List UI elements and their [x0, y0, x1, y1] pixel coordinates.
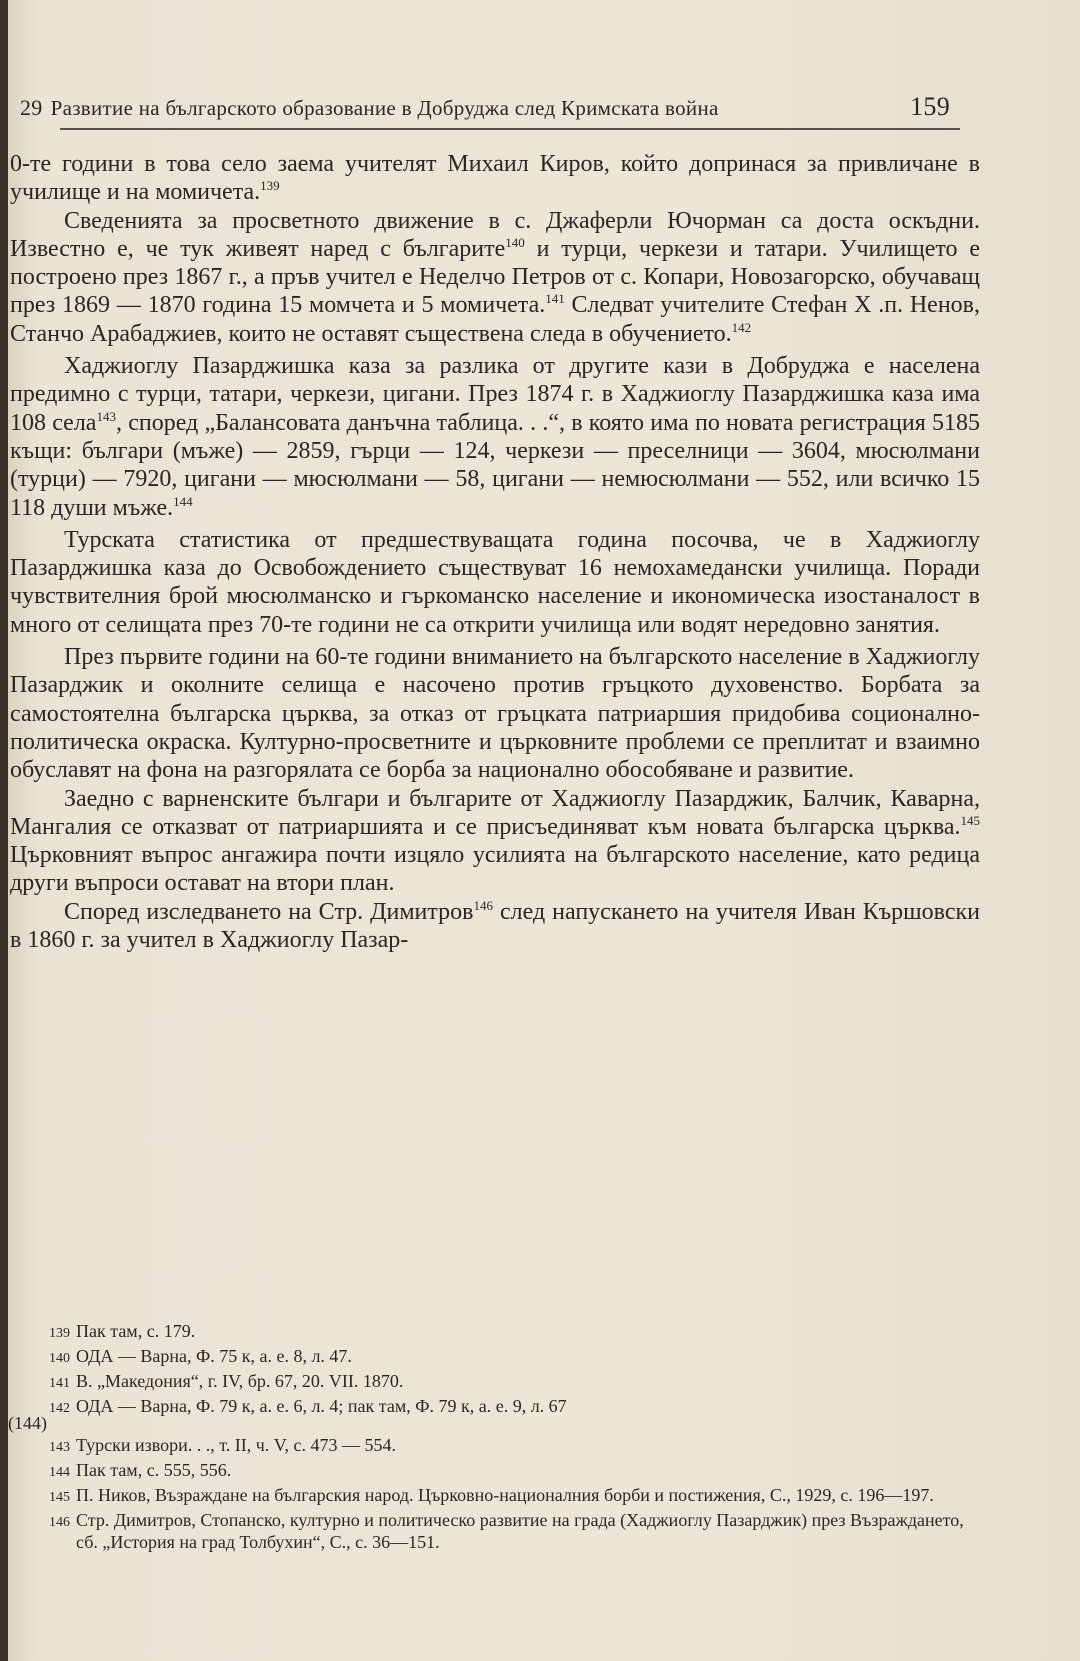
footnote-ref[interactable]: 139	[260, 178, 280, 194]
left-page-number: 29	[20, 95, 43, 120]
footnote: 146 Стр. Димитров, Стопанско, културно и политическо развитие на града (Хаджиоглу Пазарджик) през Възраждането, сб. „История на град Толбухин“, С., с. 36—151.	[49, 1510, 964, 1552]
footnote: 141 В. „Македония“, г. IV, бр. 67, 20. VII. 1870.	[49, 1371, 404, 1391]
footnote: 142 ОДА — Варна, Ф. 79 к, а. е. 6, л. 4; пак там, Ф. 79 к, а. е. 9, л. 67	[49, 1396, 567, 1416]
paragraph: През първите години на 60-те години вниманието на българското население в Хаджиоглу Пазарджик и околните селища е насочено против гръцкото духовенство. Борбата за самостоятелна българска църква, за отказ от гръцката патриаршия придобива соционално-политическа окраска. Културно-просветните и църковните проблеми се преплитат и взаимно обуславят на фона на разгорялата се борба за национално обособяване и развитие.	[10, 644, 980, 784]
footnote: 145 П. Ников, Възраждане на българския народ. Църковно-националния борби и постижения, С., 1929, с. 196—197.	[49, 1485, 934, 1505]
footnote-ref[interactable]: 146	[473, 897, 493, 913]
paragraph: Хаджиоглу Пазарджишка каза за разлика от другите кази в Добруджа е населена предимно с турци, татари, черкези, цигани. През 1874 г. в Хаджиоглу Пазарджишка каза има 108 села$^{143}$, според „Балансовата данъчна таблица. . .“, в която има по новата регистрация 5185 къщи: българи (мъже) — 2859, гърци — 124, черкези — преселници — 3604, мюсюлмани (турци) — 7920, цигани — мюсюлмани — 58, цигани — немюсюлмани — 552, или всичко 15 118 души мъже.$^{144}$	[10, 353, 980, 521]
book-spine-shadow	[0, 0, 8, 1661]
running-header	[20, 92, 970, 132]
running-title: Развитие на българското образование в Добруджа след Кримската война	[50, 96, 719, 120]
footnote: 143 Турски извори. . ., т. II, ч. V, с. 473 — 554.	[49, 1435, 396, 1455]
footnote-ref[interactable]: 140	[505, 234, 525, 250]
paragraph: Според изследването на Стр. Димитров$^{146}$ след напускането на учителя Иван Кършовски в 1860 г. за учител в Хаджиоглу Пазар-	[10, 897, 981, 954]
footnote-ref[interactable]: 145	[960, 812, 980, 828]
page-number: 159	[910, 92, 950, 121]
body-text	[10, 150, 980, 954]
paragraph: Турската статистика от предшествуващата година посочва, че в Хаджиоглу Пазарджишка каза до Освобождението съществуват 16 немохамедански училища. Поради чувствителния брой мюсюлманско и гъркоманско население и икономическа изостаналост в много от селищата през 70-те години не са открити училища или водят нередовно занятия.	[10, 526, 980, 638]
paragraph: Заедно с варненските българи и българите от Хаджиоглу Пазарджик, Балчик, Каварна, Мангалия се отказват от патриаршията и се присъединяват към новата българска църква.$^{145}$ Църковният въпрос ангажира почти изцяло усилията на българското население, като редица други въпроси остават на втори план.	[10, 785, 980, 897]
footnote-ref[interactable]: 141	[545, 291, 565, 307]
footnotes	[8, 1320, 990, 1553]
footnote-margin-label: (144)	[8, 1413, 47, 1433]
footnote: 144 Пак там, с. 555, 556.	[49, 1460, 232, 1480]
header-rule	[60, 128, 960, 130]
footnote-ref[interactable]: 143	[96, 408, 116, 424]
footnote: 140 ОДА — Варна, Ф. 75 к, а. е. 8, л. 47.	[49, 1346, 352, 1366]
footnote-ref[interactable]: 142	[731, 319, 752, 335]
footnote-ref[interactable]: 144	[173, 493, 193, 509]
footnote: 139 Пак там, с. 179.	[49, 1321, 196, 1341]
paragraph: Сведенията за просветното движение в с. Джаферли Ючорман са доста оскъдни. Известно е, че тук живеят наред с българите$^{140}$ и турци, черкези и татари. Училището е построено през 1867 г., а пръв учител е Неделчо Петров от с. Копари, Новозагорско, обучаващ през 1869 — 1870 година 15 момчета и 5 момичета.$^{141}$ Следват учителите Стефан Х .п. Ненов, Станчо Арабаджиев, които не оставят съществена следа в обучението.$^{142}$	[10, 207, 981, 347]
paragraph: 0-те години в това село заема учителят Михаил Киров, който допринася за привличане в училище и на момичета.$^{139}$	[10, 151, 980, 206]
